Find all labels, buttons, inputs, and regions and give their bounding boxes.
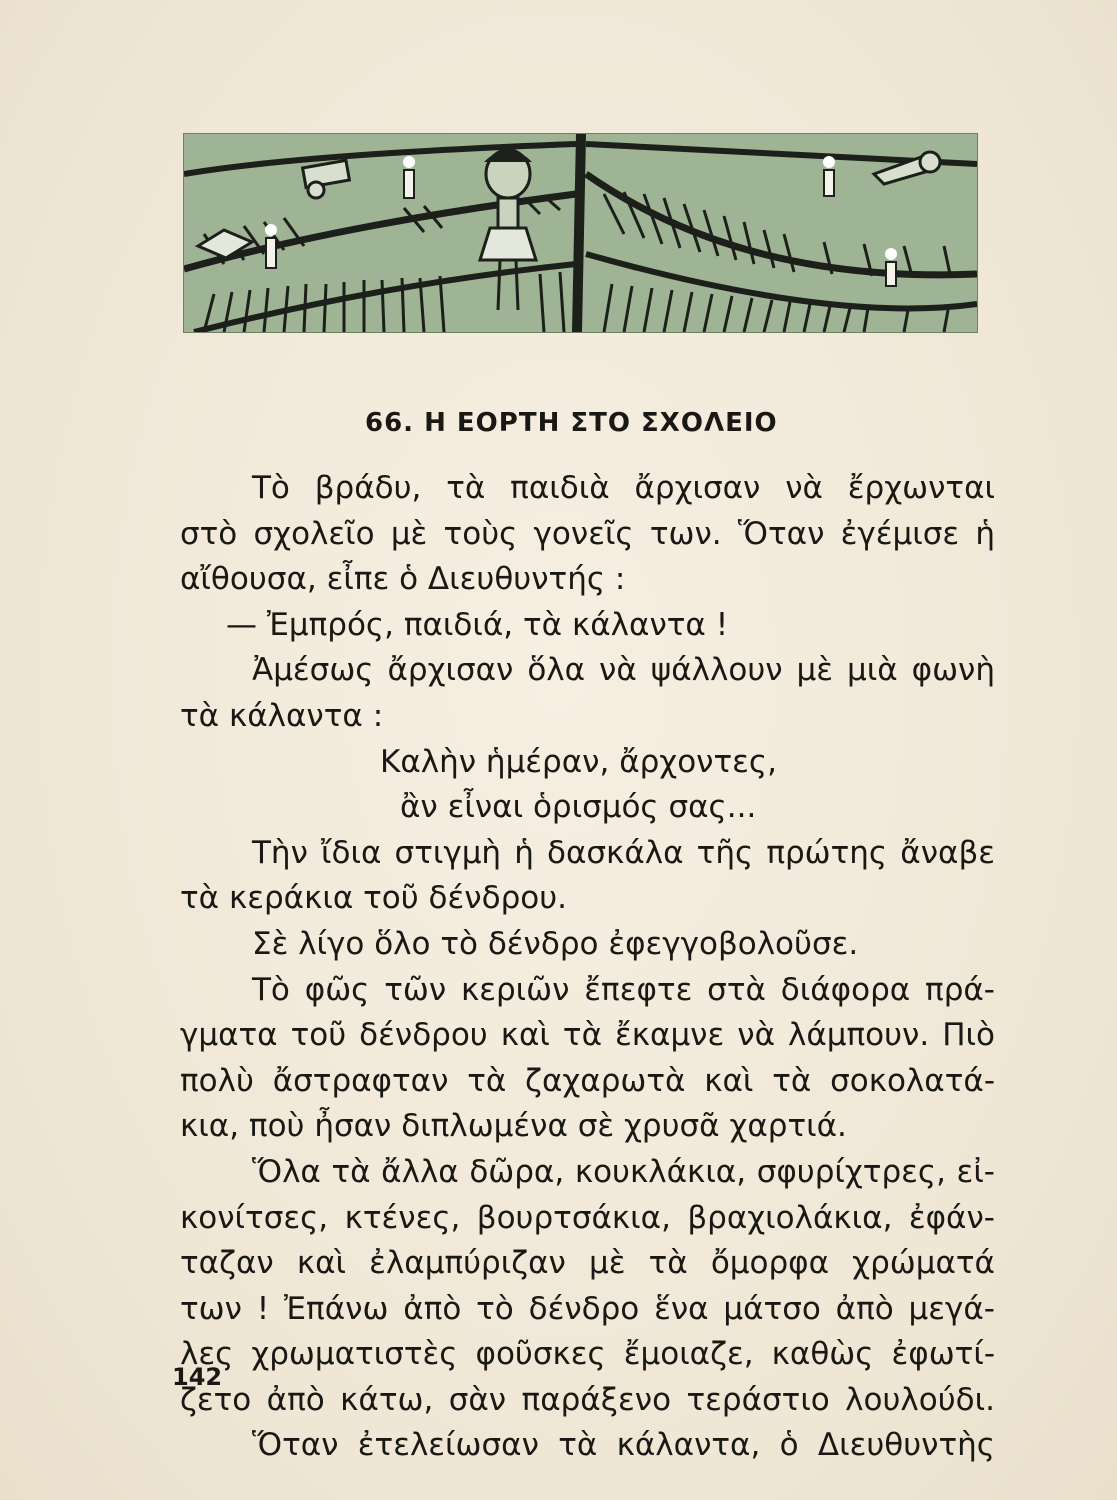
text-line: Σὲ λίγο ὅλο τὸ δένδρο ἐφεγγοβολοῦσε. — [252, 925, 859, 962]
verse-line: Καλὴν ἡμέραν, ἄρχοντες, — [380, 743, 777, 780]
page-number: 142 — [172, 1363, 223, 1391]
text-line: Ἀμέσως ἄρχισαν ὅλα νὰ ψάλλουν μὲ μιὰ φωνὴ — [252, 652, 995, 689]
text-line: Τὸ βράδυ, τὰ παιδιὰ ἄρχισαν νὰ ἔρχωνται — [252, 470, 995, 506]
text-line: αἴθουσα, εἶπε ὁ Διευθυντής : — [180, 561, 626, 598]
chapter-title: 66. Η ΕΟΡΤΗ ΣΤΟ ΣΧΟΛΕΙΟ — [365, 408, 778, 438]
text-line: των ! Ἐπάνω ἀπὸ τὸ δένδρο ἕνα μάτσο ἀπὸ μεγά- — [180, 1290, 995, 1327]
text-line: Ὅλα τὰ ἄλλα δῶρα, κουκλάκια, σφυρίχτρες, εἰ- — [252, 1153, 995, 1190]
body-text — [180, 466, 995, 1469]
text-line: κια, ποὺ ἦσαν διπλωμένα σὲ χρυσᾶ χαρτιά. — [180, 1108, 847, 1145]
text-line: τὰ κάλαντα : — [180, 697, 384, 734]
text-line: στὸ σχολεῖο μὲ τοὺς γονεῖς των. Ὅταν ἐγέμισε ἡ — [180, 515, 995, 552]
text-line: Τὴν ἴδια στιγμὴ ἡ δασκάλα τῆς πρώτης ἄναβε — [252, 834, 995, 871]
verse-line: ἂν εἶναι ὁρισμός σας... — [400, 789, 757, 826]
christmas-tree-branches-icon — [184, 134, 977, 332]
christmas-tree-illustration — [183, 133, 978, 333]
text-line: ταζαν καὶ ἐλαμπύριζαν μὲ τὰ ὄμορφα χρώματά — [180, 1245, 995, 1282]
text-line: κονίτσες, κτένες, βουρτσάκια, βραχιολάκια, ἐφάν- — [180, 1199, 995, 1236]
text-line: τὰ κεράκια τοῦ δένδρου. — [180, 880, 568, 917]
text-line: — Ἐμπρός, παιδιά, τὰ κάλαντα ! — [226, 606, 729, 643]
text-line: Τὸ φῶς τῶν κεριῶν ἔπεφτε στὰ διάφορα πρά- — [252, 971, 995, 1008]
text-line: γματα τοῦ δένδρου καὶ τὰ ἔκαμνε νὰ λάμπουν. Πιὸ — [180, 1017, 995, 1054]
text-line: πολὺ ἄστραφταν τὰ ζαχαρωτὰ καὶ τὰ σοκολατά- — [180, 1062, 995, 1099]
text-line: ζετο ἀπὸ κάτω, σὰν παράξενο τεράστιο λουλούδι. — [180, 1381, 995, 1418]
text-line: Ὅταν ἐτελείωσαν τὰ κάλαντα, ὁ Διευθυντὴς — [252, 1427, 995, 1464]
text-line: λες χρωματιστὲς φοῦσκες ἔμοιαζε, καθὼς ἐφωτί- — [180, 1336, 995, 1373]
